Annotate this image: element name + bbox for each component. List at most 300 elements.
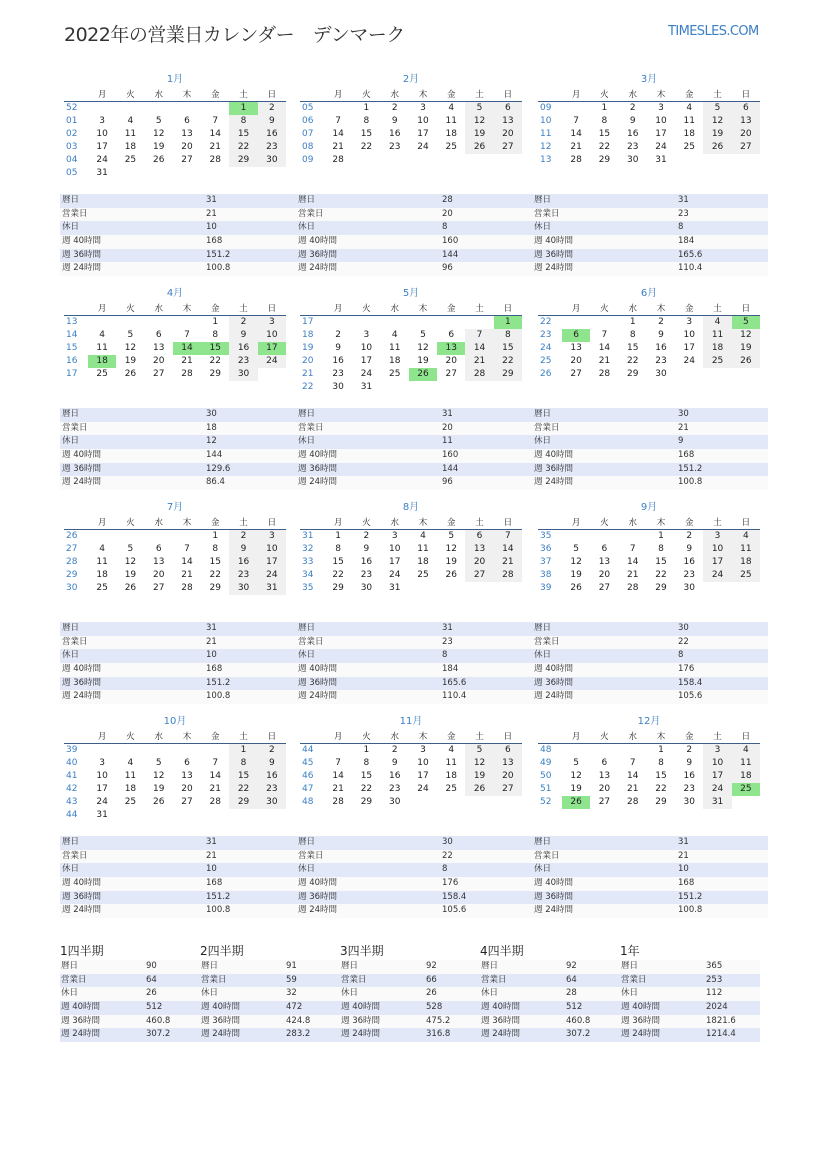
day-cell[interactable]: 24 (683, 355, 695, 366)
day-cell[interactable]: 25 (124, 154, 137, 165)
day-cell[interactable]: 13 (437, 342, 465, 355)
day-cell[interactable]: 1 (229, 101, 257, 115)
day-cell[interactable]: 2 (629, 102, 636, 113)
day-cell[interactable]: 31 (360, 381, 373, 392)
day-cell[interactable]: 15 (655, 556, 667, 567)
day-cell[interactable]: 9 (229, 329, 257, 342)
day-cell[interactable]: 14 (332, 128, 344, 139)
day-cell[interactable]: 9 (686, 543, 693, 554)
day-cell[interactable] (173, 809, 201, 822)
day-cell[interactable]: 22 (229, 783, 257, 796)
day-cell[interactable]: 20 (152, 569, 165, 580)
day-cell[interactable]: 2 (391, 744, 398, 755)
day-cell[interactable]: 29 (626, 368, 639, 379)
day-cell[interactable]: 31 (655, 154, 667, 165)
day-cell[interactable]: 2 (686, 744, 693, 755)
day-cell[interactable]: 20 (181, 141, 193, 152)
day-cell[interactable]: 16 (258, 128, 286, 141)
day-cell[interactable]: 24 (417, 783, 429, 794)
day-cell[interactable] (562, 529, 590, 543)
day-cell[interactable]: 8 (658, 757, 664, 768)
day-cell[interactable]: 22 (494, 355, 522, 368)
day-cell[interactable]: 12 (417, 342, 429, 353)
day-cell[interactable]: 27 (152, 368, 165, 379)
day-cell[interactable]: 27 (494, 783, 522, 796)
day-cell[interactable] (201, 743, 229, 757)
day-cell[interactable] (324, 101, 352, 115)
day-cell[interactable]: 27 (598, 796, 611, 807)
day-cell[interactable]: 26 (732, 355, 760, 368)
day-cell[interactable]: 16 (229, 342, 257, 355)
day-cell[interactable]: 10 (683, 329, 695, 340)
day-cell[interactable]: 29 (598, 154, 611, 165)
day-cell[interactable]: 8 (363, 757, 370, 768)
day-cell[interactable]: 16 (683, 770, 695, 781)
day-cell[interactable]: 13 (494, 115, 522, 128)
day-cell[interactable]: 9 (258, 757, 286, 770)
day-cell[interactable]: 11 (417, 543, 429, 554)
day-cell[interactable]: 21 (626, 569, 639, 580)
day-cell[interactable]: 19 (570, 783, 582, 794)
day-cell[interactable]: 30 (229, 368, 257, 381)
day-cell[interactable] (324, 743, 352, 757)
day-cell[interactable]: 12 (570, 556, 582, 567)
day-cell[interactable]: 21 (209, 783, 221, 794)
day-cell[interactable]: 7 (601, 329, 608, 340)
day-cell[interactable]: 22 (209, 355, 221, 366)
day-cell[interactable]: 20 (152, 355, 165, 366)
day-cell[interactable]: 24 (703, 783, 731, 796)
day-cell[interactable]: 16 (229, 556, 257, 569)
day-cell[interactable]: 3 (258, 315, 286, 329)
day-cell[interactable]: 3 (258, 529, 286, 543)
day-cell[interactable]: 2 (391, 102, 398, 113)
day-cell[interactable]: 4 (127, 757, 134, 768)
day-cell[interactable]: 26 (152, 154, 165, 165)
day-cell[interactable] (437, 154, 465, 167)
day-cell[interactable]: 27 (732, 141, 760, 154)
day-cell[interactable]: 16 (332, 355, 344, 366)
day-cell[interactable]: 19 (570, 569, 582, 580)
day-cell[interactable]: 25 (96, 582, 108, 593)
day-cell[interactable]: 24 (96, 154, 108, 165)
day-cell[interactable]: 29 (494, 368, 522, 381)
day-cell[interactable] (494, 796, 522, 809)
day-cell[interactable] (381, 315, 409, 329)
day-cell[interactable]: 26 (562, 796, 590, 809)
day-cell[interactable]: 23 (683, 783, 695, 794)
day-cell[interactable]: 17 (683, 342, 695, 353)
day-cell[interactable]: 3 (420, 102, 426, 113)
day-cell[interactable]: 22 (655, 783, 667, 794)
day-cell[interactable]: 17 (258, 556, 286, 569)
day-cell[interactable]: 4 (703, 315, 731, 329)
day-cell[interactable]: 19 (465, 770, 493, 783)
day-cell[interactable] (732, 368, 760, 381)
day-cell[interactable]: 18 (124, 783, 137, 794)
day-cell[interactable]: 12 (703, 115, 731, 128)
day-cell[interactable]: 7 (184, 543, 190, 554)
day-cell[interactable]: 13 (152, 342, 165, 353)
day-cell[interactable]: 24 (388, 569, 401, 580)
day-cell[interactable]: 10 (258, 543, 286, 556)
day-cell[interactable]: 20 (445, 355, 457, 366)
day-cell[interactable]: 9 (391, 115, 398, 126)
day-cell[interactable]: 20 (732, 128, 760, 141)
day-cell[interactable]: 24 (258, 355, 286, 368)
day-cell[interactable]: 10 (388, 543, 401, 554)
day-cell[interactable] (465, 582, 493, 595)
day-cell[interactable]: 12 (732, 329, 760, 342)
day-cell[interactable]: 2 (335, 329, 341, 340)
day-cell[interactable]: 30 (655, 368, 667, 379)
day-cell[interactable]: 18 (88, 355, 116, 368)
day-cell[interactable]: 27 (181, 154, 193, 165)
day-cell[interactable] (173, 315, 201, 329)
day-cell[interactable]: 27 (181, 796, 193, 807)
day-cell[interactable]: 12 (152, 128, 165, 139)
day-cell[interactable]: 2 (229, 315, 257, 329)
day-cell[interactable] (703, 582, 731, 595)
day-cell[interactable]: 17 (388, 556, 401, 567)
day-cell[interactable]: 19 (445, 556, 457, 567)
day-cell[interactable]: 5 (465, 743, 493, 757)
day-cell[interactable]: 18 (445, 770, 457, 781)
day-cell[interactable]: 28 (626, 582, 639, 593)
day-cell[interactable]: 28 (209, 796, 221, 807)
day-cell[interactable]: 25 (124, 796, 137, 807)
day-cell[interactable]: 5 (732, 315, 760, 329)
day-cell[interactable]: 7 (494, 529, 522, 543)
day-cell[interactable]: 21 (332, 783, 344, 794)
day-cell[interactable]: 15 (494, 342, 522, 355)
day-cell[interactable]: 18 (124, 141, 137, 152)
day-cell[interactable] (590, 315, 618, 329)
day-cell[interactable]: 22 (209, 569, 221, 580)
day-cell[interactable]: 24 (360, 368, 373, 379)
day-cell[interactable]: 10 (417, 757, 429, 768)
day-cell[interactable]: 8 (229, 115, 257, 128)
day-cell[interactable] (324, 315, 352, 329)
day-cell[interactable]: 11 (96, 556, 108, 567)
day-cell[interactable]: 28 (570, 154, 582, 165)
day-cell[interactable]: 14 (181, 556, 193, 567)
day-cell[interactable]: 4 (448, 744, 455, 755)
day-cell[interactable] (590, 529, 618, 543)
day-cell[interactable] (732, 582, 760, 595)
day-cell[interactable]: 15 (209, 556, 221, 567)
day-cell[interactable]: 25 (388, 368, 401, 379)
day-cell[interactable]: 27 (445, 368, 457, 379)
day-cell[interactable]: 17 (96, 783, 108, 794)
day-cell[interactable]: 17 (655, 128, 667, 139)
day-cell[interactable]: 5 (155, 757, 162, 768)
day-cell[interactable] (437, 315, 465, 329)
day-cell[interactable]: 30 (229, 582, 257, 595)
day-cell[interactable] (465, 381, 493, 394)
day-cell[interactable]: 19 (465, 128, 493, 141)
day-cell[interactable]: 29 (360, 796, 373, 807)
day-cell[interactable] (590, 743, 618, 757)
day-cell[interactable] (201, 167, 229, 180)
day-cell[interactable]: 4 (732, 529, 760, 543)
day-cell[interactable]: 8 (363, 115, 370, 126)
day-cell[interactable] (145, 809, 173, 822)
day-cell[interactable]: 25 (445, 141, 457, 152)
day-cell[interactable]: 15 (360, 128, 373, 139)
day-cell[interactable]: 12 (124, 342, 137, 353)
day-cell[interactable]: 5 (448, 530, 455, 541)
day-cell[interactable]: 30 (360, 582, 373, 593)
day-cell[interactable]: 5 (127, 329, 134, 340)
day-cell[interactable]: 2 (686, 530, 693, 541)
day-cell[interactable]: 6 (562, 329, 590, 342)
day-cell[interactable]: 8 (601, 115, 608, 126)
day-cell[interactable]: 6 (448, 329, 455, 340)
day-cell[interactable] (409, 315, 437, 329)
day-cell[interactable]: 21 (570, 141, 582, 152)
day-cell[interactable]: 23 (626, 141, 639, 152)
day-cell[interactable]: 18 (445, 128, 457, 139)
day-cell[interactable]: 30 (626, 154, 639, 165)
day-cell[interactable]: 25 (683, 141, 695, 152)
day-cell[interactable]: 14 (626, 770, 639, 781)
day-cell[interactable]: 31 (258, 582, 286, 595)
day-cell[interactable]: 13 (181, 128, 193, 139)
day-cell[interactable]: 19 (417, 355, 429, 366)
day-cell[interactable]: 23 (388, 141, 401, 152)
day-cell[interactable]: 23 (229, 355, 257, 368)
day-cell[interactable]: 16 (683, 556, 695, 567)
day-cell[interactable]: 22 (332, 569, 344, 580)
day-cell[interactable]: 3 (99, 115, 105, 126)
day-cell[interactable]: 25 (703, 355, 731, 368)
day-cell[interactable]: 4 (99, 543, 105, 554)
day-cell[interactable]: 10 (96, 128, 108, 139)
day-cell[interactable]: 8 (229, 757, 257, 770)
day-cell[interactable]: 6 (155, 329, 162, 340)
day-cell[interactable]: 14 (570, 128, 582, 139)
day-cell[interactable]: 20 (494, 128, 522, 141)
day-cell[interactable] (352, 154, 380, 167)
day-cell[interactable]: 4 (686, 102, 693, 113)
day-cell[interactable]: 18 (732, 770, 760, 783)
day-cell[interactable]: 15 (332, 556, 344, 567)
day-cell[interactable]: 4 (391, 329, 398, 340)
day-cell[interactable]: 17 (96, 141, 108, 152)
day-cell[interactable] (145, 101, 173, 115)
day-cell[interactable]: 20 (598, 783, 611, 794)
day-cell[interactable]: 31 (703, 796, 731, 809)
day-cell[interactable]: 10 (96, 770, 108, 781)
day-cell[interactable]: 6 (465, 529, 493, 543)
day-cell[interactable]: 1 (212, 316, 219, 327)
day-cell[interactable]: 21 (598, 355, 611, 366)
day-cell[interactable] (465, 796, 493, 809)
day-cell[interactable]: 15 (360, 770, 373, 781)
day-cell[interactable]: 29 (655, 796, 667, 807)
day-cell[interactable]: 1 (494, 315, 522, 329)
day-cell[interactable]: 5 (420, 329, 426, 340)
day-cell[interactable]: 17 (360, 355, 373, 366)
day-cell[interactable]: 11 (96, 342, 108, 353)
day-cell[interactable]: 19 (124, 569, 137, 580)
day-cell[interactable]: 1 (658, 744, 664, 755)
day-cell[interactable]: 14 (332, 770, 344, 781)
day-cell[interactable]: 26 (570, 582, 582, 593)
day-cell[interactable] (201, 101, 229, 115)
day-cell[interactable]: 19 (703, 128, 731, 141)
day-cell[interactable] (437, 582, 465, 595)
day-cell[interactable]: 1 (629, 316, 636, 327)
day-cell[interactable] (619, 743, 647, 757)
day-cell[interactable]: 24 (655, 141, 667, 152)
day-cell[interactable]: 15 (655, 770, 667, 781)
day-cell[interactable]: 11 (445, 757, 457, 768)
day-cell[interactable]: 3 (99, 757, 105, 768)
day-cell[interactable]: 23 (332, 368, 344, 379)
day-cell[interactable]: 3 (703, 529, 731, 543)
day-cell[interactable]: 17 (417, 128, 429, 139)
day-cell[interactable]: 25 (96, 368, 108, 379)
day-cell[interactable]: 4 (127, 115, 134, 126)
day-cell[interactable]: 20 (598, 569, 611, 580)
day-cell[interactable]: 26 (465, 141, 493, 154)
day-cell[interactable]: 18 (417, 556, 429, 567)
day-cell[interactable]: 30 (683, 582, 695, 593)
day-cell[interactable] (88, 743, 116, 757)
day-cell[interactable]: 10 (417, 115, 429, 126)
day-cell[interactable]: 1 (335, 530, 341, 541)
day-cell[interactable]: 5 (573, 757, 579, 768)
day-cell[interactable]: 13 (598, 770, 611, 781)
day-cell[interactable]: 29 (229, 796, 257, 809)
day-cell[interactable]: 3 (420, 744, 426, 755)
day-cell[interactable] (116, 167, 144, 180)
day-cell[interactable]: 14 (626, 556, 639, 567)
day-cell[interactable]: 2 (658, 316, 664, 327)
day-cell[interactable]: 3 (363, 329, 370, 340)
day-cell[interactable]: 7 (335, 757, 341, 768)
day-cell[interactable] (229, 809, 257, 822)
day-cell[interactable]: 22 (229, 141, 257, 154)
day-cell[interactable]: 13 (181, 770, 193, 781)
day-cell[interactable] (675, 154, 703, 167)
day-cell[interactable]: 26 (703, 141, 731, 154)
day-cell[interactable] (229, 167, 257, 180)
day-cell[interactable]: 21 (465, 355, 493, 368)
day-cell[interactable]: 11 (683, 115, 695, 126)
day-cell[interactable]: 4 (448, 102, 455, 113)
day-cell[interactable]: 9 (658, 329, 664, 340)
day-cell[interactable]: 15 (626, 342, 639, 353)
day-cell[interactable]: 13 (570, 342, 582, 353)
day-cell[interactable]: 24 (96, 796, 108, 807)
day-cell[interactable]: 22 (626, 355, 639, 366)
day-cell[interactable]: 6 (184, 757, 190, 768)
day-cell[interactable]: 27 (494, 141, 522, 154)
day-cell[interactable]: 24 (703, 569, 731, 582)
day-cell[interactable] (494, 154, 522, 167)
day-cell[interactable] (494, 381, 522, 394)
day-cell[interactable]: 7 (629, 543, 636, 554)
day-cell[interactable]: 14 (209, 128, 221, 139)
day-cell[interactable] (619, 529, 647, 543)
day-cell[interactable]: 5 (155, 115, 162, 126)
day-cell[interactable]: 24 (258, 569, 286, 582)
day-cell[interactable]: 6 (494, 101, 522, 115)
day-cell[interactable]: 27 (465, 569, 493, 582)
day-cell[interactable]: 28 (598, 368, 611, 379)
day-cell[interactable]: 15 (229, 770, 257, 783)
day-cell[interactable]: 1 (212, 530, 219, 541)
day-cell[interactable]: 27 (152, 582, 165, 593)
day-cell[interactable]: 15 (201, 342, 229, 355)
day-cell[interactable]: 14 (494, 543, 522, 556)
day-cell[interactable] (258, 167, 286, 180)
day-cell[interactable]: 10 (703, 543, 731, 556)
day-cell[interactable]: 1 (363, 102, 370, 113)
day-cell[interactable]: 5 (465, 101, 493, 115)
day-cell[interactable]: 13 (732, 115, 760, 128)
day-cell[interactable]: 17 (258, 342, 286, 355)
day-cell[interactable] (88, 101, 116, 115)
day-cell[interactable]: 9 (363, 543, 370, 554)
day-cell[interactable]: 23 (683, 569, 695, 580)
day-cell[interactable]: 17 (703, 770, 731, 783)
day-cell[interactable] (258, 368, 286, 381)
day-cell[interactable]: 15 (598, 128, 611, 139)
day-cell[interactable]: 6 (184, 115, 190, 126)
day-cell[interactable]: 30 (258, 796, 286, 809)
day-cell[interactable] (173, 529, 201, 543)
day-cell[interactable]: 20 (465, 556, 493, 569)
day-cell[interactable] (409, 381, 437, 394)
day-cell[interactable]: 16 (388, 770, 401, 781)
day-cell[interactable]: 26 (124, 368, 137, 379)
day-cell[interactable]: 28 (465, 368, 493, 381)
day-cell[interactable]: 18 (703, 342, 731, 355)
day-cell[interactable]: 5 (127, 543, 134, 554)
day-cell[interactable]: 24 (417, 141, 429, 152)
day-cell[interactable]: 7 (573, 115, 579, 126)
day-cell[interactable]: 14 (465, 342, 493, 355)
day-cell[interactable]: 6 (601, 757, 608, 768)
day-cell[interactable]: 2 (258, 743, 286, 757)
day-cell[interactable] (145, 167, 173, 180)
day-cell[interactable]: 7 (335, 115, 341, 126)
day-cell[interactable]: 11 (124, 128, 137, 139)
day-cell[interactable]: 29 (209, 368, 221, 379)
day-cell[interactable]: 20 (181, 783, 193, 794)
day-cell[interactable]: 31 (96, 809, 108, 820)
day-cell[interactable] (173, 167, 201, 180)
day-cell[interactable]: 8 (494, 329, 522, 342)
day-cell[interactable]: 23 (229, 569, 257, 582)
day-cell[interactable]: 18 (683, 128, 695, 139)
day-cell[interactable]: 12 (465, 757, 493, 770)
day-cell[interactable]: 11 (732, 543, 760, 556)
day-cell[interactable]: 4 (732, 743, 760, 757)
day-cell[interactable]: 1 (601, 102, 608, 113)
day-cell[interactable]: 17 (417, 770, 429, 781)
day-cell[interactable] (173, 101, 201, 115)
day-cell[interactable]: 3 (658, 102, 664, 113)
day-cell[interactable] (437, 796, 465, 809)
day-cell[interactable] (732, 796, 760, 809)
day-cell[interactable]: 5 (573, 543, 579, 554)
day-cell[interactable]: 12 (465, 115, 493, 128)
